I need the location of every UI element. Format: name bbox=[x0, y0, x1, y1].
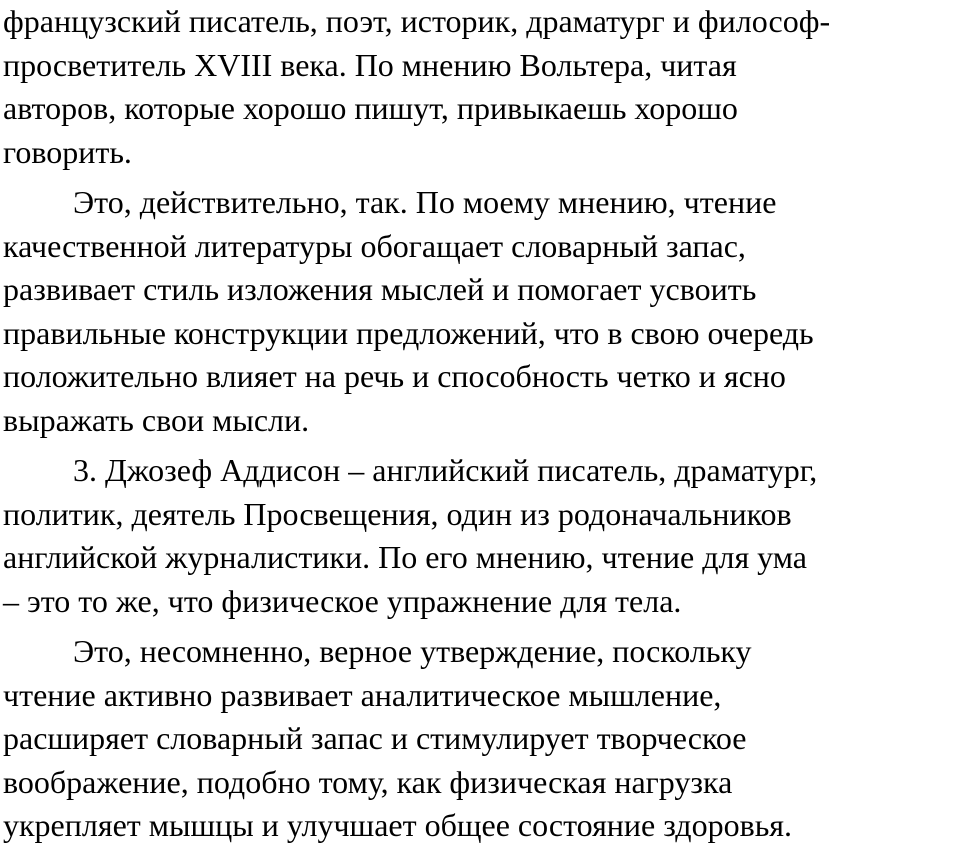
text-line: политик, деятель Просвещения, один из родоначальников bbox=[3, 495, 792, 532]
text-line: развивает стиль изложения мыслей и помогает усвоить bbox=[3, 271, 757, 307]
paragraph-voltaire-commentary bbox=[3, 181, 954, 442]
paragraph-addison-commentary bbox=[3, 630, 954, 848]
text-line: – это то же, что физическое упражнение для тела. bbox=[3, 582, 682, 619]
text-line: Это, действительно, так. По моему мнению, чтение bbox=[73, 184, 777, 220]
text-line: Это, несомненно, верное утверждение, поскольку bbox=[73, 633, 752, 669]
text-line: качественной литературы обогащает словарный запас, bbox=[3, 227, 746, 264]
text-line: расширяет словарный запас и стимулирует творческое bbox=[3, 720, 747, 756]
text-line: воображение, подобно тому, как физическая нагрузка bbox=[3, 763, 733, 800]
text-line: выражать свои мысли. bbox=[3, 401, 310, 438]
text-line: правильные конструкции предложений, что в свою очередь bbox=[3, 314, 814, 351]
text-line: просветитель XVIII века. По мнению Вольтера, читая bbox=[3, 46, 737, 83]
text-line: 3. Джозеф Аддисон – английский писатель, драматург, bbox=[73, 452, 818, 488]
text-line: положительно влияет на речь и способность четко и ясно bbox=[3, 358, 786, 394]
paragraph-addison-quote bbox=[3, 449, 954, 623]
paragraph-voltaire-quote bbox=[3, 0, 954, 174]
text-line: укрепляет мышцы и улучшает общее состояние здоровья. bbox=[3, 807, 792, 843]
text-line: говорить. bbox=[3, 133, 132, 170]
text-line: авторов, которые хорошо пишут, привыкаешь хорошо bbox=[3, 90, 738, 126]
text-line: французский писатель, поэт, историк, драматург и философ- bbox=[3, 3, 831, 39]
text-line: чтение активно развивает аналитическое мышление, bbox=[3, 676, 722, 713]
text-line: английской журналистики. По его мнению, чтение для ума bbox=[3, 539, 807, 575]
